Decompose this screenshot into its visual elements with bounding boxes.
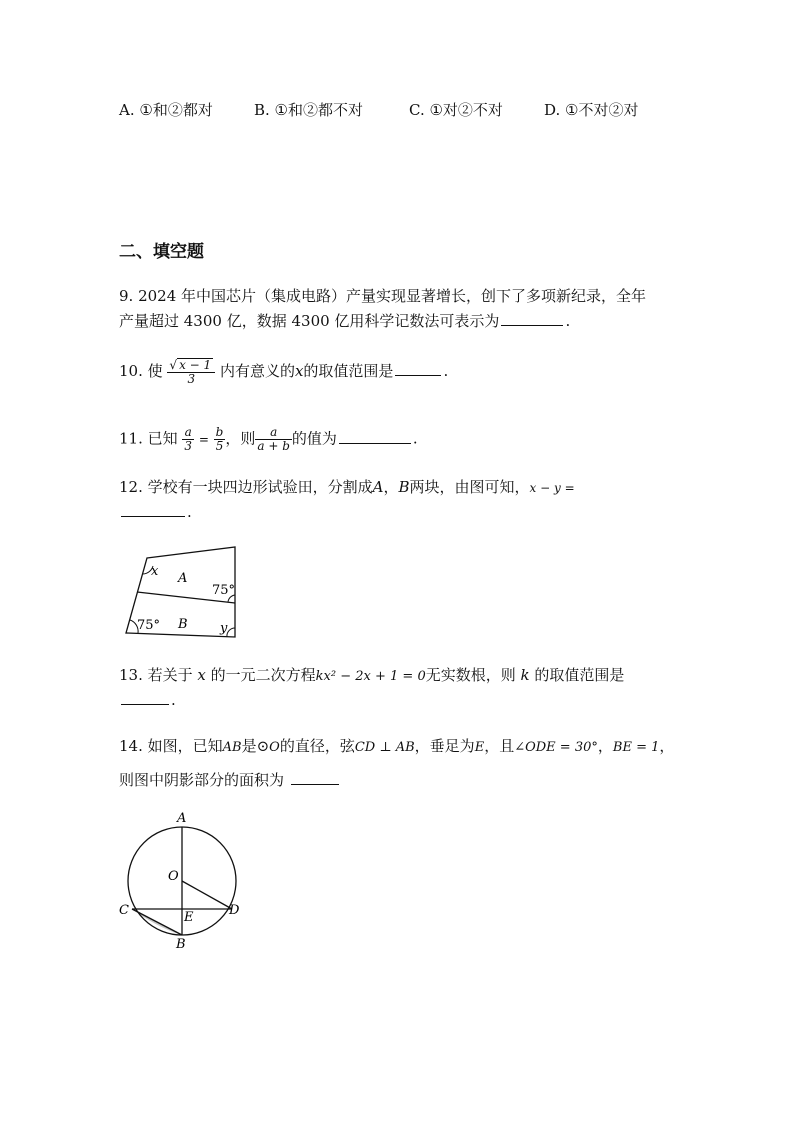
q14-circle-symbol: ⊙ <box>256 737 270 755</box>
option-a: A. ①和②都对 <box>119 101 213 119</box>
q14-be: BE = 1 <box>612 740 660 755</box>
figure-circle <box>115 808 250 953</box>
q14-perp: CD ⊥ AB <box>354 740 415 755</box>
q11-prefix: 11. 已知 <box>119 429 178 448</box>
q11-suffix: 的值为 <box>291 429 337 448</box>
fig14-a: A <box>177 811 187 826</box>
q10-sqrt: x − 1 <box>179 358 212 372</box>
fig12-angle-top: 75° <box>212 583 236 598</box>
q13-line2 <box>119 690 176 710</box>
fig14-c: C <box>119 903 129 918</box>
q10-period: . <box>443 362 449 380</box>
q10-line <box>119 358 448 386</box>
fig14-b: B <box>176 937 186 952</box>
q13-k: k <box>520 666 530 684</box>
option-b: B. ①和②都不对 <box>254 101 364 119</box>
fig12-angle-bottom: 75° <box>137 618 161 633</box>
q14-line1: 14. 如图，已知AB是⊙O的直径，弦CD ⊥ AB，垂足为E，且∠ODE = 30°，BE = 1， <box>119 737 675 755</box>
q10-answer-blank[interactable] <box>395 361 441 376</box>
q9-period: . <box>565 312 571 330</box>
q11-answer-blank[interactable] <box>339 429 411 444</box>
section-title: 二、填空题 <box>119 242 204 262</box>
q9-line1: 9. 2024 年中国芯片（集成电路）产量实现显著增长，创下了多项新纪录，全年 <box>119 287 647 305</box>
q13-answer-blank[interactable] <box>121 690 169 705</box>
fig14-e: E <box>184 910 194 925</box>
q13-line1: 13. 若关于 x 的一元二次方程kx² − 2x + 1 = 0无实数根，则 k 的取值范围是 <box>119 666 625 684</box>
q10-fraction: $\frac{√ x - 1}{3}$ <box>167 358 215 386</box>
q12-answer-blank[interactable] <box>121 502 185 517</box>
q11-fraction-1: $\frac{a}{3}$ <box>184 425 193 453</box>
q9-answer-blank[interactable] <box>501 311 563 326</box>
fig12-x-label: x <box>151 564 159 579</box>
q11-eq: = <box>198 432 209 447</box>
q14-angle: ∠ODE = 30° <box>514 740 598 755</box>
option-d: D. ①不对②对 <box>544 101 639 119</box>
q13-equation: kx² − 2x + 1 = 0 <box>315 669 426 684</box>
fig14-o: O <box>168 869 179 884</box>
q13-period: . <box>171 691 176 709</box>
q12-period: . <box>187 503 192 521</box>
segment-cb <box>132 909 182 935</box>
q10-den: 3 <box>187 372 196 386</box>
q10-prefix: 10. 使 <box>119 362 163 380</box>
q14-line2: 则图中阴影部分的面积为 <box>119 770 341 790</box>
angle-arc-y <box>227 628 235 637</box>
q11-line <box>119 426 418 453</box>
q12-a: A <box>372 478 384 496</box>
option-c: C. ①对②不对 <box>409 101 503 119</box>
q13-var: x <box>197 666 206 684</box>
q10-var: x <box>294 362 304 380</box>
q12-line2 <box>119 502 192 522</box>
q12-b: B <box>398 478 410 496</box>
q11-fraction-3: $\frac{a}{a + b}$ <box>257 425 290 453</box>
q11-fraction-2: $\frac{b}{5}$ <box>215 425 224 453</box>
fig12-y-label: y <box>220 621 228 636</box>
options-row <box>119 100 638 120</box>
q11-middle: ，则 <box>225 429 256 448</box>
fig12-a-label: A <box>178 571 188 586</box>
q11-period: . <box>412 429 418 448</box>
q9-text: 产量超过 4300 亿，数据 4300 亿用科学记数法可表示为 <box>119 312 500 330</box>
q12-expr: x − y = <box>529 481 575 495</box>
fig14-d: D <box>229 903 240 918</box>
q10-suffix: 的取值范围是 <box>303 362 394 380</box>
q9-line2 <box>119 311 570 331</box>
q10-middle: 内有意义的 <box>219 362 295 380</box>
q14-ab: AB <box>222 740 242 755</box>
fig12-b-label: B <box>178 617 188 632</box>
segment-od <box>182 881 232 909</box>
figure-quadrilateral <box>120 540 245 645</box>
q12-line1: 12. 学校有一块四边形试验田，分割成A，B两块，由图可知，x − y = <box>119 478 575 496</box>
q14-answer-blank[interactable] <box>291 770 339 785</box>
